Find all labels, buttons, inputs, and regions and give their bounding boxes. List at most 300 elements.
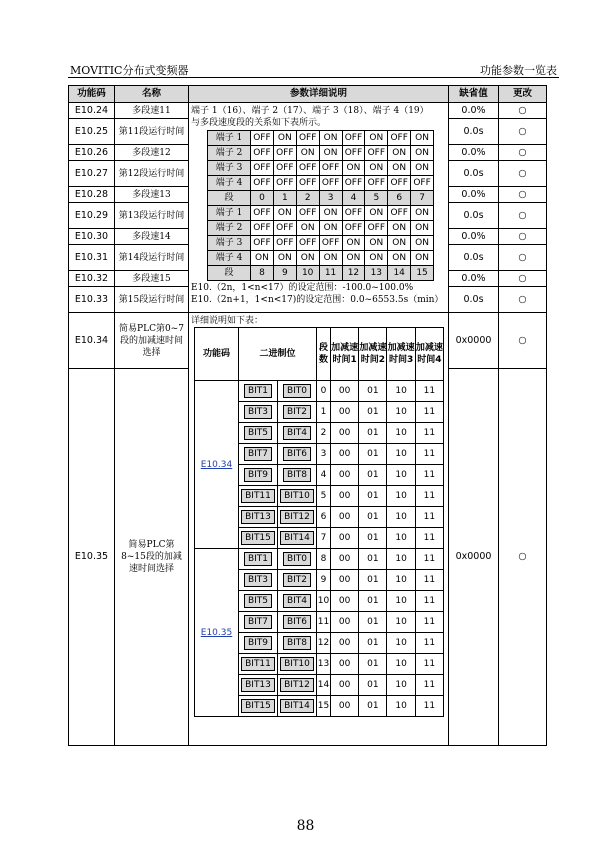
terminal-state-cell: OFF — [273, 146, 296, 161]
terminal-state-cell: OFF — [251, 206, 274, 221]
terminal-state-cell: ON — [365, 161, 388, 176]
terminal-state-cell: ON — [342, 236, 365, 251]
terminal-state-cell: ON — [365, 206, 388, 221]
terminal-state-cell: 12 — [342, 266, 365, 281]
param-default: 0.0s — [449, 245, 499, 271]
accel-time-bits: 10 — [387, 675, 415, 696]
accel-time-bits: 00 — [331, 633, 359, 654]
terminal-state-cell: OFF — [342, 176, 365, 191]
segment-number: 2 — [317, 423, 331, 444]
bit-low-label: BIT8 — [283, 468, 311, 482]
terminal-state-cell: OFF — [411, 176, 434, 191]
bit-high-label: BIT9 — [244, 468, 272, 482]
terminal-state-cell: ON — [273, 206, 296, 221]
accel-time-bits: 11 — [415, 381, 443, 402]
terminal-state-cell: ON — [319, 131, 342, 146]
terminal-state-cell: ON — [251, 251, 274, 266]
accel-time-bits: 00 — [331, 402, 359, 423]
segment-number: 10 — [317, 591, 331, 612]
bit-group-code-link[interactable]: E10.34 — [195, 381, 239, 549]
terminal-row-label: 端子 4 — [208, 176, 251, 191]
terminal-state-cell: 7 — [411, 191, 434, 206]
terminal-state-cell: OFF — [342, 131, 365, 146]
accel-time-bits: 00 — [331, 465, 359, 486]
bit-high-cell — [239, 507, 278, 528]
bit-high-label: BIT15 — [241, 531, 275, 545]
terminal-state-cell: ON — [388, 236, 411, 251]
terminal-state-cell: ON — [365, 131, 388, 146]
accel-time-bits: 10 — [387, 549, 415, 570]
bit-high-cell — [239, 570, 278, 591]
param-change-mark: ○ — [499, 287, 547, 313]
accel-time-bits: 11 — [415, 465, 443, 486]
accel-time-bits: 10 — [387, 654, 415, 675]
terminal-table-row — [208, 131, 434, 146]
parameter-table — [68, 85, 547, 746]
bit-low-cell — [278, 633, 317, 654]
accel-time-bits: 00 — [331, 528, 359, 549]
bit-low-label: BIT8 — [283, 636, 311, 650]
accel-time-bits: 10 — [387, 612, 415, 633]
param-code: E10.35 — [69, 369, 115, 746]
accel-time-bits: 11 — [415, 696, 443, 717]
bit-high-cell — [239, 423, 278, 444]
terminal-state-cell: OFF — [251, 221, 274, 236]
terminal-state-cell: ON — [273, 131, 296, 146]
bit-low-label: BIT10 — [280, 657, 314, 671]
param-name: 第15段运行时间 — [115, 287, 189, 313]
terminal-state-cell: ON — [388, 146, 411, 161]
terminal-state-cell: 13 — [365, 266, 388, 281]
bit-low-label: BIT12 — [280, 678, 314, 692]
accel-time-bits: 11 — [415, 444, 443, 465]
segment-number: 13 — [317, 654, 331, 675]
section-title: 功能参数一览表 — [480, 64, 557, 77]
terminal-state-cell: ON — [411, 161, 434, 176]
accel-time-bits: 11 — [415, 402, 443, 423]
terminal-state-cell: OFF — [365, 176, 388, 191]
terminal-state-cell: ON — [273, 251, 296, 266]
accel-time-bits: 01 — [359, 423, 387, 444]
param-code: E10.31 — [69, 245, 115, 271]
bit-high-label: BIT11 — [241, 657, 275, 671]
bit-high-label: BIT3 — [244, 405, 272, 419]
bit-high-cell — [239, 654, 278, 675]
bit-low-label: BIT0 — [283, 552, 311, 566]
bit-low-cell — [278, 444, 317, 465]
accel-time-bits: 10 — [387, 570, 415, 591]
terminal-state-cell: OFF — [296, 206, 319, 221]
terminal-state-cell: 15 — [411, 266, 434, 281]
bit-high-cell — [239, 381, 278, 402]
bit-header-binary: 二进制位 — [239, 328, 317, 381]
accel-time-bits: 00 — [331, 612, 359, 633]
bit-header-time2: 加减速时间2 — [359, 328, 387, 381]
segment-number: 15 — [317, 696, 331, 717]
terminal-state-cell: ON — [388, 161, 411, 176]
terminal-state-cell: OFF — [319, 176, 342, 191]
bit-low-cell — [278, 612, 317, 633]
bit-header-time1: 加减速时间1 — [331, 328, 359, 381]
accel-time-bits: 10 — [387, 486, 415, 507]
bit-high-cell — [239, 591, 278, 612]
terminal-state-cell: ON — [342, 251, 365, 266]
bit-low-label: BIT4 — [283, 594, 311, 608]
bit-high-cell — [239, 675, 278, 696]
bit-low-cell — [278, 507, 317, 528]
bit-low-cell — [278, 591, 317, 612]
terminal-state-cell: 8 — [251, 266, 274, 281]
bit-high-cell — [239, 612, 278, 633]
bit-low-cell — [278, 486, 317, 507]
terminal-state-cell: OFF — [388, 176, 411, 191]
param-default: 0.0% — [449, 187, 499, 203]
detail-cell-multispeed — [189, 103, 449, 313]
terminal-state-cell: 1 — [273, 191, 296, 206]
terminal-state-cell: ON — [388, 251, 411, 266]
bit-low-cell — [278, 423, 317, 444]
terminal-state-cell: ON — [319, 221, 342, 236]
terminal-state-cell: OFF — [273, 236, 296, 251]
segment-number: 8 — [317, 549, 331, 570]
bit-low-label: BIT14 — [280, 699, 314, 713]
param-change-mark: ○ — [499, 229, 547, 245]
terminal-state-cell: OFF — [319, 161, 342, 176]
terminal-state-cell: OFF — [342, 146, 365, 161]
terminal-state-cell: OFF — [388, 206, 411, 221]
terminal-state-cell: 4 — [342, 191, 365, 206]
param-code: E10.32 — [69, 271, 115, 287]
terminal-row-label: 端子 2 — [208, 146, 251, 161]
accel-time-bits: 00 — [331, 549, 359, 570]
param-change-mark: ○ — [499, 161, 547, 187]
param-default: 0.0% — [449, 145, 499, 161]
bit-header-time3: 加减速时间3 — [387, 328, 415, 381]
header-rule — [68, 77, 559, 78]
param-name: 第11段运行时间 — [115, 119, 189, 145]
terminal-state-cell: 14 — [388, 266, 411, 281]
terminal-state-cell: 0 — [251, 191, 274, 206]
segment-number: 7 — [317, 528, 331, 549]
param-default: 0.0s — [449, 287, 499, 313]
accel-time-bits: 01 — [359, 675, 387, 696]
segment-number: 12 — [317, 633, 331, 654]
accel-time-bits: 10 — [387, 528, 415, 549]
accel-time-bits: 01 — [359, 402, 387, 423]
bit-high-label: BIT5 — [244, 426, 272, 440]
accel-time-bits: 10 — [387, 381, 415, 402]
bit-table-intro: 详细说明如下表： — [191, 316, 264, 326]
terminal-row-label: 端子 1 — [208, 131, 251, 146]
range-note-speed: E10.（2n，1<n<17）的设定范围：-100.0~100.0% — [191, 283, 414, 293]
terminal-state-cell: 9 — [273, 266, 296, 281]
param-default: 0.0% — [449, 103, 499, 119]
terminal-state-cell: OFF — [296, 176, 319, 191]
bit-high-label: BIT7 — [244, 615, 272, 629]
param-name: 简易PLC第8~15段的加减速时间选择 — [115, 369, 189, 746]
param-name: 多段速15 — [115, 271, 189, 287]
terminal-table-row — [208, 161, 434, 176]
param-code: E10.24 — [69, 103, 115, 119]
terminal-state-cell: ON — [296, 146, 319, 161]
segment-number: 1 — [317, 402, 331, 423]
param-name: 简易PLC第0~7段的加减速时间选择 — [115, 313, 189, 369]
detail-cell-plc — [189, 313, 449, 746]
terminal-table-row — [208, 176, 434, 191]
segment-number: 0 — [317, 381, 331, 402]
param-default: 0.0s — [449, 161, 499, 187]
accel-time-bits: 00 — [331, 423, 359, 444]
bit-high-label: BIT13 — [241, 510, 275, 524]
accel-time-bits: 01 — [359, 465, 387, 486]
segment-number: 5 — [317, 486, 331, 507]
terminal-state-cell: 11 — [319, 266, 342, 281]
accel-time-bits: 11 — [415, 507, 443, 528]
accel-time-bits: 11 — [415, 486, 443, 507]
param-change-mark: ○ — [499, 313, 547, 369]
accel-time-bits: 00 — [331, 591, 359, 612]
param-change-mark: ○ — [499, 145, 547, 161]
segment-number: 6 — [317, 507, 331, 528]
accel-time-bits: 01 — [359, 486, 387, 507]
terminal-state-cell: 10 — [296, 266, 319, 281]
col-header-name: 名称 — [115, 86, 189, 103]
detail-intro-line1: 端子 1（16）、端子 2（17）、端子 3（18）、端子 4（19） — [191, 106, 429, 116]
bit-low-cell — [278, 696, 317, 717]
terminal-row-label: 段 — [208, 266, 251, 281]
accel-time-bits: 00 — [331, 507, 359, 528]
bit-high-label: BIT11 — [241, 489, 275, 503]
terminal-state-cell: OFF — [365, 221, 388, 236]
terminal-row-label: 端子 1 — [208, 206, 251, 221]
col-header-code: 功能码 — [69, 86, 115, 103]
param-code: E10.33 — [69, 287, 115, 313]
param-name: 多段速14 — [115, 229, 189, 245]
bit-table-row — [195, 549, 444, 570]
accel-time-bits: 01 — [359, 696, 387, 717]
terminal-row-label: 段 — [208, 191, 251, 206]
terminal-table-row — [208, 251, 434, 266]
segment-number: 11 — [317, 612, 331, 633]
param-name: 第14段运行时间 — [115, 245, 189, 271]
accel-time-bits: 11 — [415, 423, 443, 444]
accel-time-bits: 01 — [359, 507, 387, 528]
param-change-mark: ○ — [499, 369, 547, 746]
accel-time-bits: 01 — [359, 381, 387, 402]
terminal-state-cell: ON — [319, 251, 342, 266]
col-header-detail: 参数详细说明 — [189, 86, 449, 103]
terminal-row-label: 端子 4 — [208, 251, 251, 266]
terminal-speed-table — [207, 130, 434, 281]
bit-low-label: BIT4 — [283, 426, 311, 440]
col-header-change: 更改 — [499, 86, 547, 103]
terminal-state-cell: OFF — [319, 236, 342, 251]
bit-low-cell — [278, 528, 317, 549]
bit-high-cell — [239, 696, 278, 717]
bit-low-cell — [278, 654, 317, 675]
param-code: E10.25 — [69, 119, 115, 145]
bit-mapping-table — [194, 327, 444, 717]
accel-time-bits: 01 — [359, 528, 387, 549]
param-change-mark: ○ — [499, 119, 547, 145]
param-code: E10.30 — [69, 229, 115, 245]
terminal-row-label: 端子 2 — [208, 221, 251, 236]
accel-time-bits: 11 — [415, 570, 443, 591]
bit-low-cell — [278, 675, 317, 696]
terminal-state-cell: OFF — [251, 176, 274, 191]
accel-time-bits: 01 — [359, 633, 387, 654]
param-default: 0x0000 — [449, 369, 499, 746]
accel-time-bits: 00 — [331, 381, 359, 402]
accel-time-bits: 10 — [387, 465, 415, 486]
terminal-state-cell: OFF — [365, 146, 388, 161]
param-name: 多段速12 — [115, 145, 189, 161]
bit-header-time4: 加减速时间4 — [415, 328, 443, 381]
param-name: 多段速13 — [115, 187, 189, 203]
param-change-mark: ○ — [499, 203, 547, 229]
accel-time-bits: 10 — [387, 633, 415, 654]
terminal-state-cell: 5 — [365, 191, 388, 206]
terminal-state-cell: OFF — [388, 131, 411, 146]
terminal-state-cell: ON — [411, 236, 434, 251]
terminal-state-cell: OFF — [251, 161, 274, 176]
bit-header-seg: 段数 — [317, 328, 331, 381]
accel-time-bits: 11 — [415, 675, 443, 696]
param-default: 0x0000 — [449, 313, 499, 369]
terminal-table-row — [208, 191, 434, 206]
accel-time-bits: 01 — [359, 591, 387, 612]
terminal-table-row — [208, 266, 434, 281]
accel-time-bits: 01 — [359, 444, 387, 465]
bit-high-label: BIT15 — [241, 699, 275, 713]
bit-high-label: BIT5 — [244, 594, 272, 608]
param-code: E10.26 — [69, 145, 115, 161]
document-header-title: MOVITIC分布式变频器 — [70, 64, 189, 77]
segment-number: 14 — [317, 675, 331, 696]
segment-number: 3 — [317, 444, 331, 465]
accel-time-bits: 00 — [331, 696, 359, 717]
bit-high-cell — [239, 444, 278, 465]
terminal-state-cell: 6 — [388, 191, 411, 206]
accel-time-bits: 01 — [359, 549, 387, 570]
terminal-state-cell: ON — [319, 206, 342, 221]
terminal-row-label: 端子 3 — [208, 161, 251, 176]
bit-low-cell — [278, 549, 317, 570]
bit-high-cell — [239, 402, 278, 423]
param-change-mark: ○ — [499, 187, 547, 203]
terminal-state-cell: OFF — [273, 161, 296, 176]
accel-time-bits: 01 — [359, 612, 387, 633]
terminal-state-cell: OFF — [342, 221, 365, 236]
terminal-state-cell: ON — [342, 161, 365, 176]
bit-low-label: BIT2 — [283, 573, 311, 587]
accel-time-bits: 11 — [415, 528, 443, 549]
bit-low-label: BIT14 — [280, 531, 314, 545]
terminal-table-row — [208, 221, 434, 236]
accel-time-bits: 10 — [387, 444, 415, 465]
accel-time-bits: 00 — [331, 486, 359, 507]
param-code: E10.29 — [69, 203, 115, 229]
terminal-state-cell: ON — [365, 251, 388, 266]
accel-time-bits: 11 — [415, 591, 443, 612]
terminal-state-cell: ON — [411, 131, 434, 146]
bit-high-cell — [239, 528, 278, 549]
terminal-row-label: 端子 3 — [208, 236, 251, 251]
param-change-mark: ○ — [499, 245, 547, 271]
bit-group-code-link[interactable]: E10.35 — [195, 549, 239, 717]
bit-high-cell — [239, 633, 278, 654]
terminal-state-cell: ON — [365, 236, 388, 251]
param-code: E10.34 — [69, 313, 115, 369]
accel-time-bits: 10 — [387, 696, 415, 717]
terminal-state-cell: 2 — [296, 191, 319, 206]
bit-low-label: BIT2 — [283, 405, 311, 419]
accel-time-bits: 00 — [331, 675, 359, 696]
bit-high-label: BIT13 — [241, 678, 275, 692]
terminal-state-cell: ON — [296, 251, 319, 266]
accel-time-bits: 00 — [331, 570, 359, 591]
bit-high-label: BIT7 — [244, 447, 272, 461]
terminal-state-cell: ON — [411, 251, 434, 266]
page-number: 88 — [296, 818, 315, 834]
bit-high-label: BIT9 — [244, 636, 272, 650]
bit-high-cell — [239, 549, 278, 570]
param-default: 0.0% — [449, 229, 499, 245]
param-code: E10.28 — [69, 187, 115, 203]
terminal-state-cell: ON — [388, 221, 411, 236]
bit-low-label: BIT10 — [280, 489, 314, 503]
terminal-state-cell: OFF — [296, 236, 319, 251]
terminal-state-cell: 3 — [319, 191, 342, 206]
accel-time-bits: 10 — [387, 507, 415, 528]
terminal-state-cell: ON — [319, 146, 342, 161]
accel-time-bits: 11 — [415, 549, 443, 570]
param-default: 0.0% — [449, 271, 499, 287]
terminal-state-cell: OFF — [251, 146, 274, 161]
param-name: 第13段运行时间 — [115, 203, 189, 229]
param-code: E10.27 — [69, 161, 115, 187]
accel-time-bits: 10 — [387, 402, 415, 423]
accel-time-bits: 11 — [415, 633, 443, 654]
col-header-default: 缺省值 — [449, 86, 499, 103]
param-change-mark: ○ — [499, 271, 547, 287]
segment-number: 4 — [317, 465, 331, 486]
accel-time-bits: 00 — [331, 444, 359, 465]
bit-high-cell — [239, 486, 278, 507]
accel-time-bits: 01 — [359, 654, 387, 675]
terminal-state-cell: ON — [296, 221, 319, 236]
bit-low-cell — [278, 381, 317, 402]
detail-intro-line2: 与多段速度段的关系如下表所示。 — [191, 118, 327, 128]
terminal-state-cell: ON — [411, 206, 434, 221]
terminal-table-row — [208, 146, 434, 161]
param-name: 多段速11 — [115, 103, 189, 119]
range-note-time: E10.（2n+1，1<n<17)的设定范围：0.0~6553.5s（min） — [191, 295, 444, 305]
bit-table-row — [195, 381, 444, 402]
segment-number: 9 — [317, 570, 331, 591]
param-change-mark: ○ — [499, 103, 547, 119]
terminal-table-row — [208, 206, 434, 221]
bit-low-cell — [278, 402, 317, 423]
bit-high-label: BIT3 — [244, 573, 272, 587]
accel-time-bits: 01 — [359, 570, 387, 591]
terminal-state-cell: OFF — [296, 131, 319, 146]
param-name: 第12段运行时间 — [115, 161, 189, 187]
param-default: 0.0s — [449, 203, 499, 229]
bit-high-label: BIT1 — [244, 552, 272, 566]
bit-low-cell — [278, 570, 317, 591]
bit-low-label: BIT12 — [280, 510, 314, 524]
